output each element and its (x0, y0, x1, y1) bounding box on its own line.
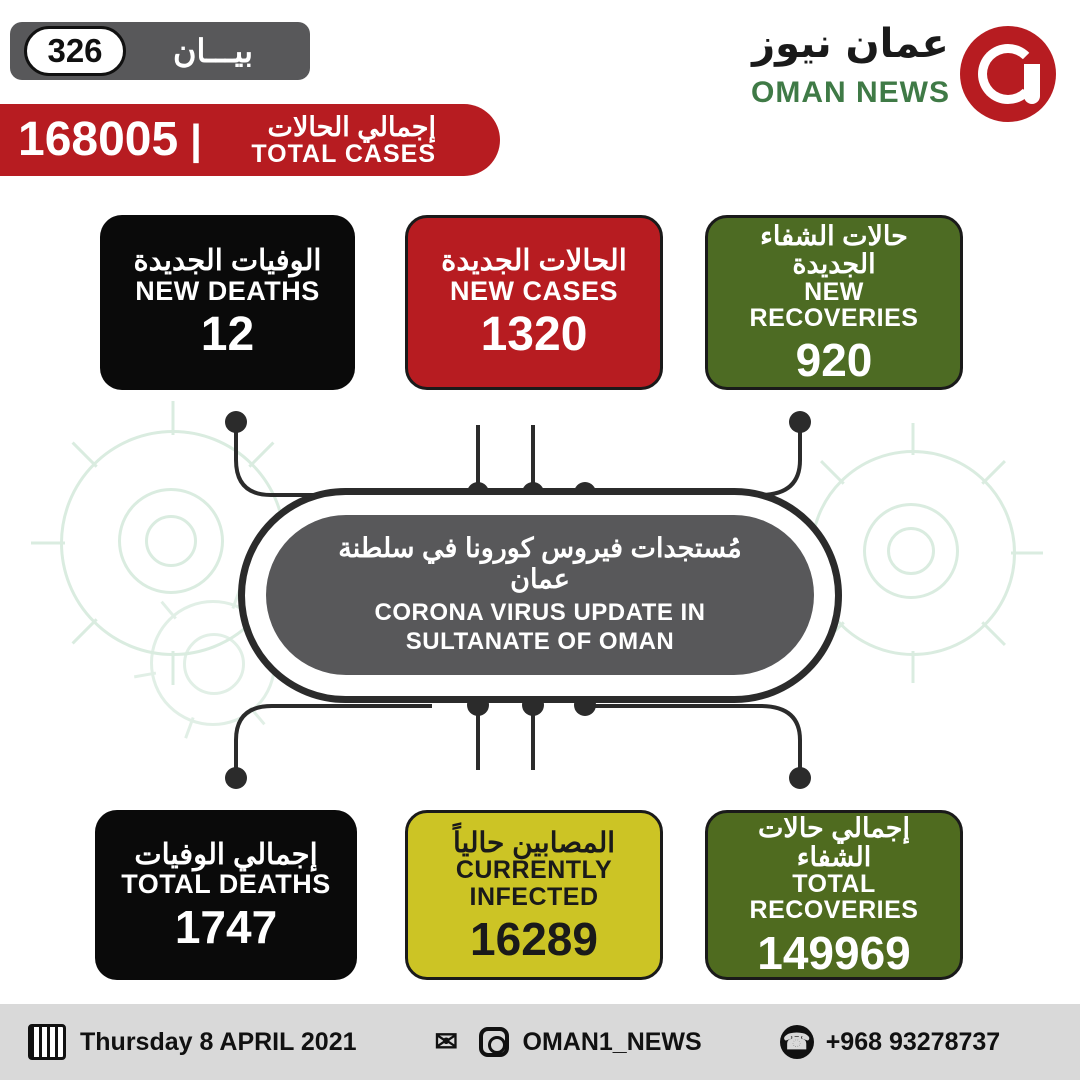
stat-label-en: NEW DEATHS (135, 275, 320, 306)
stat-card-new-recoveries (705, 215, 963, 390)
center-title-card (266, 515, 814, 675)
center-title-en: CORONA VIRUS UPDATE IN SULTANATE OF OMAN (374, 599, 706, 656)
total-cases-label-en: TOTAL CASES (251, 140, 436, 169)
brand-name-en: OMAN NEWS (751, 76, 950, 109)
stat-label-ar: الوفيات الجديدة (133, 245, 322, 278)
total-cases-value: 168005 (18, 113, 179, 166)
stat-card-total-deaths (95, 810, 357, 980)
footer-date: Thursday 8 APRIL 2021 (80, 1027, 357, 1056)
stat-label-en: NEW RECOVERIES (749, 277, 919, 332)
stat-value: 920 (795, 334, 873, 387)
stat-label-en: NEW CASES (449, 275, 619, 306)
calendar-icon (28, 1024, 66, 1060)
stat-value: 149969 (757, 926, 911, 979)
footer (0, 1004, 1080, 1080)
stat-label-en: TOTAL RECOVERIES (749, 870, 919, 925)
bulletin-label-ar: بيـــان (173, 33, 253, 69)
stat-label-ar: حالات الشفاء الجديدة (760, 220, 908, 280)
stat-label-ar: إجمالي الوفيات (134, 838, 318, 871)
brand-name-ar: عمان نيوز (752, 21, 949, 67)
whatsapp-icon[interactable]: ☎ (780, 1025, 814, 1059)
stat-card-total-recoveries (705, 810, 963, 980)
total-cases-label-ar: إجمالي الحالات (267, 111, 436, 142)
stat-card-new-deaths (100, 215, 355, 390)
stat-card-currently-infected (405, 810, 663, 980)
stat-label-ar: إجمالي حالات الشفاء (758, 813, 910, 872)
footer-date-section (28, 1024, 357, 1060)
twitter-icon[interactable]: ✉ (434, 1026, 458, 1057)
footer-phone[interactable]: +968 93278737 (825, 1027, 1001, 1056)
stat-value: 16289 (470, 912, 598, 965)
stat-label-ar: المصابين حالياً (453, 827, 615, 859)
footer-phone-section[interactable] (780, 1025, 1001, 1059)
stat-card-new-cases (405, 215, 663, 390)
stat-value: 1747 (174, 901, 278, 954)
footer-social-section[interactable] (435, 1027, 702, 1057)
stat-label-ar: الحالات الجديدة (441, 245, 627, 278)
instagram-icon[interactable] (479, 1027, 509, 1057)
total-cases-separator: | (190, 116, 202, 163)
stat-label-en: TOTAL DEATHS (121, 869, 331, 900)
footer-social-handle[interactable]: OMAN1_NEWS (522, 1027, 702, 1056)
stat-value: 12 (200, 307, 255, 361)
bulletin-number: 326 (24, 26, 126, 76)
stat-label-en: CURRENTLY INFECTED (455, 856, 613, 911)
center-title-ar: مُستجدات فيروس كورونا في سلطنة عمان (338, 533, 742, 595)
stat-value: 1320 (480, 307, 588, 361)
